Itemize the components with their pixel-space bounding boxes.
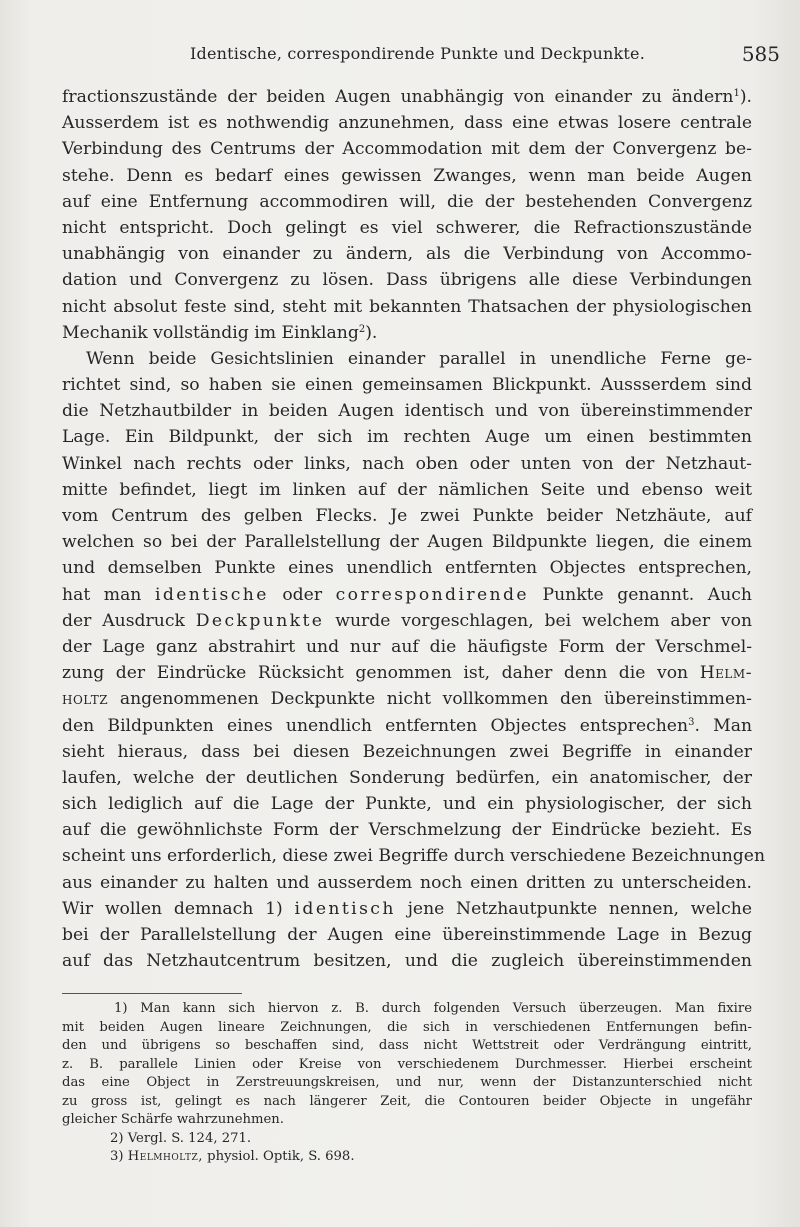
text-line: welchen so bei der Parallelstellung der Augen Bildpunkte liegen, die einem bbox=[62, 532, 752, 553]
text-line: scheint uns erforderlich, diese zwei Begriffe durch verschiedene Bezeichnungen bbox=[62, 846, 766, 867]
footnote-mark: 1) bbox=[114, 1001, 128, 1016]
text-line: auf die gewöhnlichste Form der Verschmelzung der Eindrücke bezieht. Es bbox=[62, 820, 752, 841]
text-line: holtz angenommenen Deckpunkte nicht vollkommen den übereinstimmen- bbox=[62, 689, 752, 710]
page-number: 585 bbox=[741, 42, 780, 66]
text-line: stehe. Denn es bedarf eines gewissen Zwanges, wenn man beide Augen bbox=[62, 165, 752, 186]
page-header bbox=[60, 44, 780, 70]
text-line: den Bildpunkten eines unendlich entfernten Objectes entsprechen$^3$. Man bbox=[62, 715, 753, 736]
footnotes bbox=[62, 1000, 752, 1167]
running-head: Identische, correspondirende Punkte und Deckpunkte. bbox=[190, 44, 646, 63]
text-line: nicht entspricht. Doch gelingt es viel schwerer, die Refractionszustände bbox=[62, 217, 752, 238]
text-line: der Lage ganz abstrahirt und nur auf die häufigste Form der Verschmel- bbox=[62, 636, 752, 657]
text-line: mitte befindet, liegt im linken auf der nämlichen Seite und ebenso weit bbox=[62, 479, 752, 500]
text-line: unabhängig von einander zu ändern, als die Verbindung von Accommo- bbox=[62, 244, 752, 265]
footnote-line: das eine Object in Zerstreuungskreisen, und nur, wenn der Distanzunterschied nicht bbox=[62, 1075, 752, 1090]
footnote-line: den und übrigens so beschaffen sind, dass nicht Wettstreit oder Verdrängung eintritt, bbox=[62, 1038, 752, 1053]
emphasis-term: correspondirende bbox=[335, 584, 529, 605]
text-line: sich lediglich auf die Lage der Punkte, und ein physiologischer, der sich bbox=[62, 794, 752, 815]
footnote-rule bbox=[62, 993, 242, 994]
text-line: vom Centrum des gelben Flecks. Je zwei Punkte beider Netzhäute, auf bbox=[62, 506, 752, 526]
footnote-line: 2) Vergl. S. 124, 271. bbox=[110, 1130, 252, 1146]
author-name: Helm- bbox=[699, 663, 752, 684]
body-text bbox=[62, 84, 766, 974]
footnote-line: 1) Man kann sich hiervon z. B. durch folgenden Versuch überzeugen. Man fixire bbox=[114, 1001, 752, 1016]
text-line: aus einander zu halten und ausserdem noch einen dritten zu unterscheiden. bbox=[62, 872, 752, 893]
text-line: auf eine Entfernung accommodiren will, die der bestehenden Convergenz bbox=[62, 191, 752, 212]
text-line: und demselben Punkte eines unendlich entfernten Objectes entsprechen, bbox=[62, 558, 752, 579]
text-line: sieht hieraus, dass bei diesen Bezeichnungen zwei Begriffe in einander bbox=[62, 741, 752, 762]
emphasis-term: identische bbox=[154, 584, 269, 605]
text-line: auf das Netzhautcentrum besitzen, und die zugleich übereinstimmenden bbox=[62, 951, 752, 972]
text-line: Verbindung des Centrums der Accommodation mit dem der Convergenz be- bbox=[62, 139, 752, 160]
text-line: fractionszustände der beiden Augen unabhängig von einander zu ändern$^1$). bbox=[62, 87, 752, 107]
text-line: die Netzhautbilder in beiden Augen identisch und von übereinstimmender bbox=[62, 401, 752, 422]
text-line: der Ausdruck Deckpunkte wurde vorgeschlagen, bei welchem aber von bbox=[62, 610, 753, 631]
text-line: Winkel nach rechts oder links, nach oben oder unten von der Netzhaut- bbox=[62, 453, 752, 474]
footnote-mark: 2) bbox=[110, 1130, 124, 1146]
text-line: nicht absolut feste sind, steht mit bekannten Thatsachen der physiologischen bbox=[62, 296, 752, 317]
footnote-line: mit beiden Augen lineare Zeichnungen, die sich in verschiedenen Entfernungen befin- bbox=[62, 1019, 752, 1035]
footnote-line: z. B. parallele Linien oder Kreise von verschiedenem Durchmesser. Hierbei erscheint bbox=[62, 1056, 752, 1072]
text-line: zung der Eindrücke Rücksicht genommen ist, daher denn die von Helm- bbox=[62, 663, 752, 684]
text-line: Mechanik vollständig im Einklang$^2$). bbox=[62, 322, 378, 343]
text-line: Wir wollen demnach 1) identisch jene Netzhautpunkte nennen, welche bbox=[62, 898, 752, 919]
text-line: Lage. Ein Bildpunkt, der sich im rechten Auge um einen bestimmten bbox=[62, 427, 752, 448]
text-line: Wenn beide Gesichtslinien einander parallel in unendliche Ferne ge- bbox=[86, 348, 752, 369]
author-name: holtz bbox=[62, 689, 109, 710]
text-line: dation und Convergenz zu lösen. Dass übrigens alle diese Verbindungen bbox=[62, 270, 752, 291]
author-name: Helmholtz, bbox=[127, 1149, 203, 1164]
footnote-line: zu gross ist, gelingt es nach längerer Zeit, die Contouren beider Objecte in ungefähr bbox=[62, 1093, 752, 1109]
emphasis-term: identisch bbox=[294, 898, 396, 919]
text-line: hat man identische oder correspondirende Punkte genannt. Auch bbox=[62, 584, 752, 605]
emphasis-term: Deckpunkte bbox=[195, 610, 325, 631]
text-line: richtet sind, so haben sie einen gemeinsamen Blickpunkt. Aussserdem sind bbox=[62, 375, 752, 396]
footnote-line: 3) Helmholtz, physiol. Optik, S. 698. bbox=[110, 1149, 355, 1164]
text-line: Ausserdem ist es nothwendig anzunehmen, dass eine etwas losere centrale bbox=[62, 113, 752, 134]
footnote-mark: 3) bbox=[110, 1149, 124, 1164]
text-line: laufen, welche der deutlichen Sonderung bedürfen, ein anatomischer, der bbox=[62, 767, 752, 788]
text-line: bei der Parallelstellung der Augen eine übereinstimmende Lage in Bezug bbox=[62, 925, 752, 945]
footnote-line: gleicher Schärfe wahrzunehmen. bbox=[62, 1112, 284, 1127]
